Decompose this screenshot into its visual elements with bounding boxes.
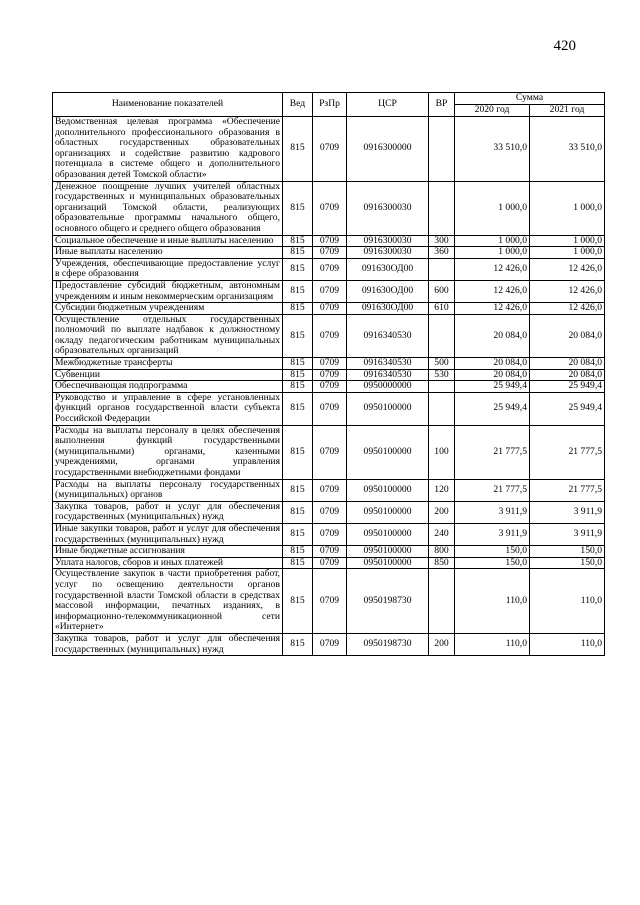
row-csr: 0950100000: [347, 479, 429, 501]
header-ved: Вед: [283, 93, 313, 117]
row-name: Обеспечивающая подпрограмма: [53, 381, 283, 393]
table-row: [53, 392, 605, 425]
row-ved: 815: [283, 314, 313, 357]
row-csr: 091630ОД00: [347, 280, 429, 302]
table-row: [53, 314, 605, 357]
row-ved: 815: [283, 247, 313, 259]
row-vr: 200: [429, 633, 455, 655]
row-name: Иные закупки товаров, работ и услуг для обеспечения государственных (муниципальных) нужд: [53, 523, 283, 545]
row-rzpr: 0709: [313, 479, 347, 501]
row-csr: 091630ОД00: [347, 258, 429, 280]
row-ved: 815: [283, 501, 313, 523]
row-sum-2020: 20 084,0: [455, 314, 530, 357]
row-vr: [429, 181, 455, 235]
row-vr: [429, 314, 455, 357]
row-vr: 240: [429, 523, 455, 545]
row-sum-2020: 12 426,0: [455, 258, 530, 280]
row-ved: 815: [283, 117, 313, 182]
row-vr: [429, 381, 455, 393]
row-sum-2021: 25 949,4: [530, 392, 605, 425]
row-sum-2020: 1 000,0: [455, 247, 530, 259]
row-rzpr: 0709: [313, 314, 347, 357]
page-number: 420: [553, 38, 576, 54]
table-row: [53, 117, 605, 182]
row-vr: 800: [429, 546, 455, 558]
table-row: [53, 235, 605, 247]
header-name: Наименование показателей: [53, 93, 283, 117]
row-vr: [429, 392, 455, 425]
row-csr: 0950100000: [347, 425, 429, 479]
table-row: [53, 247, 605, 259]
row-sum-2021: 20 084,0: [530, 369, 605, 381]
row-sum-2020: 1 000,0: [455, 235, 530, 247]
row-name: Осуществление закупок в части приобретения работ, услуг по освещению деятельности органов государственной власти Томской области в средствах массовой информации, печатных изданиях, в информационно-телекоммуникационной сети «Интернет»: [53, 569, 283, 634]
row-name: Расходы на выплаты персоналу государственных (муниципальных) органов: [53, 479, 283, 501]
row-vr: 200: [429, 501, 455, 523]
row-vr: 610: [429, 303, 455, 315]
row-sum-2020: 25 949,4: [455, 381, 530, 393]
row-ved: 815: [283, 569, 313, 634]
row-ved: 815: [283, 523, 313, 545]
row-ved: 815: [283, 392, 313, 425]
row-ved: 815: [283, 546, 313, 558]
row-csr: 0916300030: [347, 181, 429, 235]
row-ved: 815: [283, 358, 313, 370]
row-csr: 0950000000: [347, 381, 429, 393]
row-sum-2021: 12 426,0: [530, 258, 605, 280]
row-sum-2021: 21 777,5: [530, 425, 605, 479]
row-csr: 0916300030: [347, 247, 429, 259]
row-ved: 815: [283, 258, 313, 280]
table-row: [53, 546, 605, 558]
row-sum-2020: 20 084,0: [455, 369, 530, 381]
table-row: [53, 479, 605, 501]
row-sum-2021: 110,0: [530, 633, 605, 655]
header-2020: 2020 год: [455, 105, 530, 117]
row-ved: 815: [283, 280, 313, 302]
row-sum-2020: 12 426,0: [455, 280, 530, 302]
row-sum-2020: 110,0: [455, 633, 530, 655]
row-ved: 815: [283, 557, 313, 569]
row-name: Руководство и управление в сфере установленных функций органов государственной власти субъекта Российской Федерации: [53, 392, 283, 425]
row-vr: [429, 569, 455, 634]
row-name: Уплата налогов, сборов и иных платежей: [53, 557, 283, 569]
row-name: Иные выплаты населению: [53, 247, 283, 259]
row-rzpr: 0709: [313, 557, 347, 569]
row-sum-2021: 150,0: [530, 546, 605, 558]
row-rzpr: 0709: [313, 392, 347, 425]
row-name: Расходы на выплаты персоналу в целях обеспечения выполнения функций государственными (муниципальными) органами, казенными учреждениями, органами управления государственными внебюджетными фондами: [53, 425, 283, 479]
row-vr: [429, 117, 455, 182]
header-sum: Сумма: [455, 93, 605, 105]
row-ved: 815: [283, 369, 313, 381]
table-row: [53, 501, 605, 523]
row-ved: 815: [283, 381, 313, 393]
row-name: Социальное обеспечение и иные выплаты населению: [53, 235, 283, 247]
table-row: [53, 569, 605, 634]
table-row: [53, 280, 605, 302]
table-row: [53, 181, 605, 235]
row-name: Закупка товаров, работ и услуг для обеспечения государственных (муниципальных) нужд: [53, 633, 283, 655]
row-rzpr: 0709: [313, 235, 347, 247]
table-row: [53, 258, 605, 280]
row-vr: 300: [429, 235, 455, 247]
row-rzpr: 0709: [313, 303, 347, 315]
row-vr: 600: [429, 280, 455, 302]
row-rzpr: 0709: [313, 523, 347, 545]
row-rzpr: 0709: [313, 369, 347, 381]
row-rzpr: 0709: [313, 247, 347, 259]
header-2021: 2021 год: [530, 105, 605, 117]
row-sum-2020: 150,0: [455, 557, 530, 569]
row-csr: 0950198730: [347, 569, 429, 634]
header-csr: ЦСР: [347, 93, 429, 117]
row-rzpr: 0709: [313, 181, 347, 235]
row-csr: 0950198730: [347, 633, 429, 655]
row-ved: 815: [283, 479, 313, 501]
row-sum-2021: 3 911,9: [530, 523, 605, 545]
row-vr: 120: [429, 479, 455, 501]
row-ved: 815: [283, 303, 313, 315]
row-csr: 0950100000: [347, 546, 429, 558]
row-name: Субвенции: [53, 369, 283, 381]
table-row: [53, 381, 605, 393]
row-csr: 0916340530: [347, 358, 429, 370]
row-sum-2021: 12 426,0: [530, 280, 605, 302]
row-sum-2021: 25 949,4: [530, 381, 605, 393]
row-csr: 0950100000: [347, 557, 429, 569]
row-sum-2020: 21 777,5: [455, 425, 530, 479]
row-name: Учреждения, обеспечивающие предоставление услуг в сфере образования: [53, 258, 283, 280]
row-rzpr: 0709: [313, 633, 347, 655]
row-rzpr: 0709: [313, 425, 347, 479]
row-rzpr: 0709: [313, 381, 347, 393]
row-rzpr: 0709: [313, 358, 347, 370]
row-sum-2021: 33 510,0: [530, 117, 605, 182]
table-row: [53, 425, 605, 479]
row-csr: 0916300030: [347, 235, 429, 247]
row-csr: 0916340530: [347, 369, 429, 381]
row-sum-2020: 21 777,5: [455, 479, 530, 501]
row-sum-2021: 20 084,0: [530, 358, 605, 370]
row-sum-2021: 3 911,9: [530, 501, 605, 523]
row-sum-2021: 1 000,0: [530, 181, 605, 235]
row-rzpr: 0709: [313, 117, 347, 182]
row-name: Закупка товаров, работ и услуг для обеспечения государственных (муниципальных) нужд: [53, 501, 283, 523]
table-row: [53, 369, 605, 381]
row-rzpr: 0709: [313, 258, 347, 280]
row-sum-2020: 12 426,0: [455, 303, 530, 315]
budget-table: [52, 92, 605, 656]
row-sum-2020: 150,0: [455, 546, 530, 558]
row-ved: 815: [283, 425, 313, 479]
row-name: Иные бюджетные ассигнования: [53, 546, 283, 558]
row-sum-2020: 3 911,9: [455, 523, 530, 545]
row-csr: 091630ОД00: [347, 303, 429, 315]
header-vr: ВР: [429, 93, 455, 117]
row-ved: 815: [283, 633, 313, 655]
row-name: Осуществление отдельных государственных полномочий по выплате надбавок к должностному окладу педагогическим работникам муниципальных образовательных организаций: [53, 314, 283, 357]
table-row: [53, 633, 605, 655]
row-sum-2021: 21 777,5: [530, 479, 605, 501]
row-rzpr: 0709: [313, 569, 347, 634]
row-sum-2020: 110,0: [455, 569, 530, 634]
row-rzpr: 0709: [313, 546, 347, 558]
row-ved: 815: [283, 235, 313, 247]
table-row: [53, 523, 605, 545]
row-vr: 360: [429, 247, 455, 259]
row-ved: 815: [283, 181, 313, 235]
row-csr: 0950100000: [347, 523, 429, 545]
row-csr: 0950100000: [347, 501, 429, 523]
header-rzpr: РзПр: [313, 93, 347, 117]
row-sum-2020: 25 949,4: [455, 392, 530, 425]
row-vr: 100: [429, 425, 455, 479]
row-csr: 0916300000: [347, 117, 429, 182]
row-vr: 530: [429, 369, 455, 381]
table-body: [53, 117, 605, 656]
row-sum-2021: 1 000,0: [530, 247, 605, 259]
row-sum-2021: 150,0: [530, 557, 605, 569]
row-csr: 0950100000: [347, 392, 429, 425]
row-sum-2021: 12 426,0: [530, 303, 605, 315]
row-name: Предоставление субсидий бюджетным, автономным учреждениям и иным некоммерческим организациям: [53, 280, 283, 302]
row-sum-2020: 1 000,0: [455, 181, 530, 235]
row-sum-2021: 1 000,0: [530, 235, 605, 247]
row-sum-2020: 20 084,0: [455, 358, 530, 370]
row-vr: 850: [429, 557, 455, 569]
row-rzpr: 0709: [313, 501, 347, 523]
row-sum-2020: 33 510,0: [455, 117, 530, 182]
table-row: [53, 358, 605, 370]
row-rzpr: 0709: [313, 280, 347, 302]
row-sum-2021: 110,0: [530, 569, 605, 634]
row-name: Ведомственная целевая программа «Обеспечение дополнительного профессионального образования в областных государственных образовательных организациях и содействие развитию кадрового потенциала в системе общего и дополнительного образования детей Томской области»: [53, 117, 283, 182]
row-vr: [429, 258, 455, 280]
table-row: [53, 557, 605, 569]
table-row: [53, 303, 605, 315]
row-sum-2020: 3 911,9: [455, 501, 530, 523]
row-name: Межбюджетные трансферты: [53, 358, 283, 370]
row-name: Денежное поощрение лучших учителей областных государственных и муниципальных образовательных организаций Томской области, реализующих образовательные программы начального общего, основного общего и среднего общего образования: [53, 181, 283, 235]
row-csr: 0916340530: [347, 314, 429, 357]
row-vr: 500: [429, 358, 455, 370]
row-name: Субсидии бюджетным учреждениям: [53, 303, 283, 315]
row-sum-2021: 20 084,0: [530, 314, 605, 357]
